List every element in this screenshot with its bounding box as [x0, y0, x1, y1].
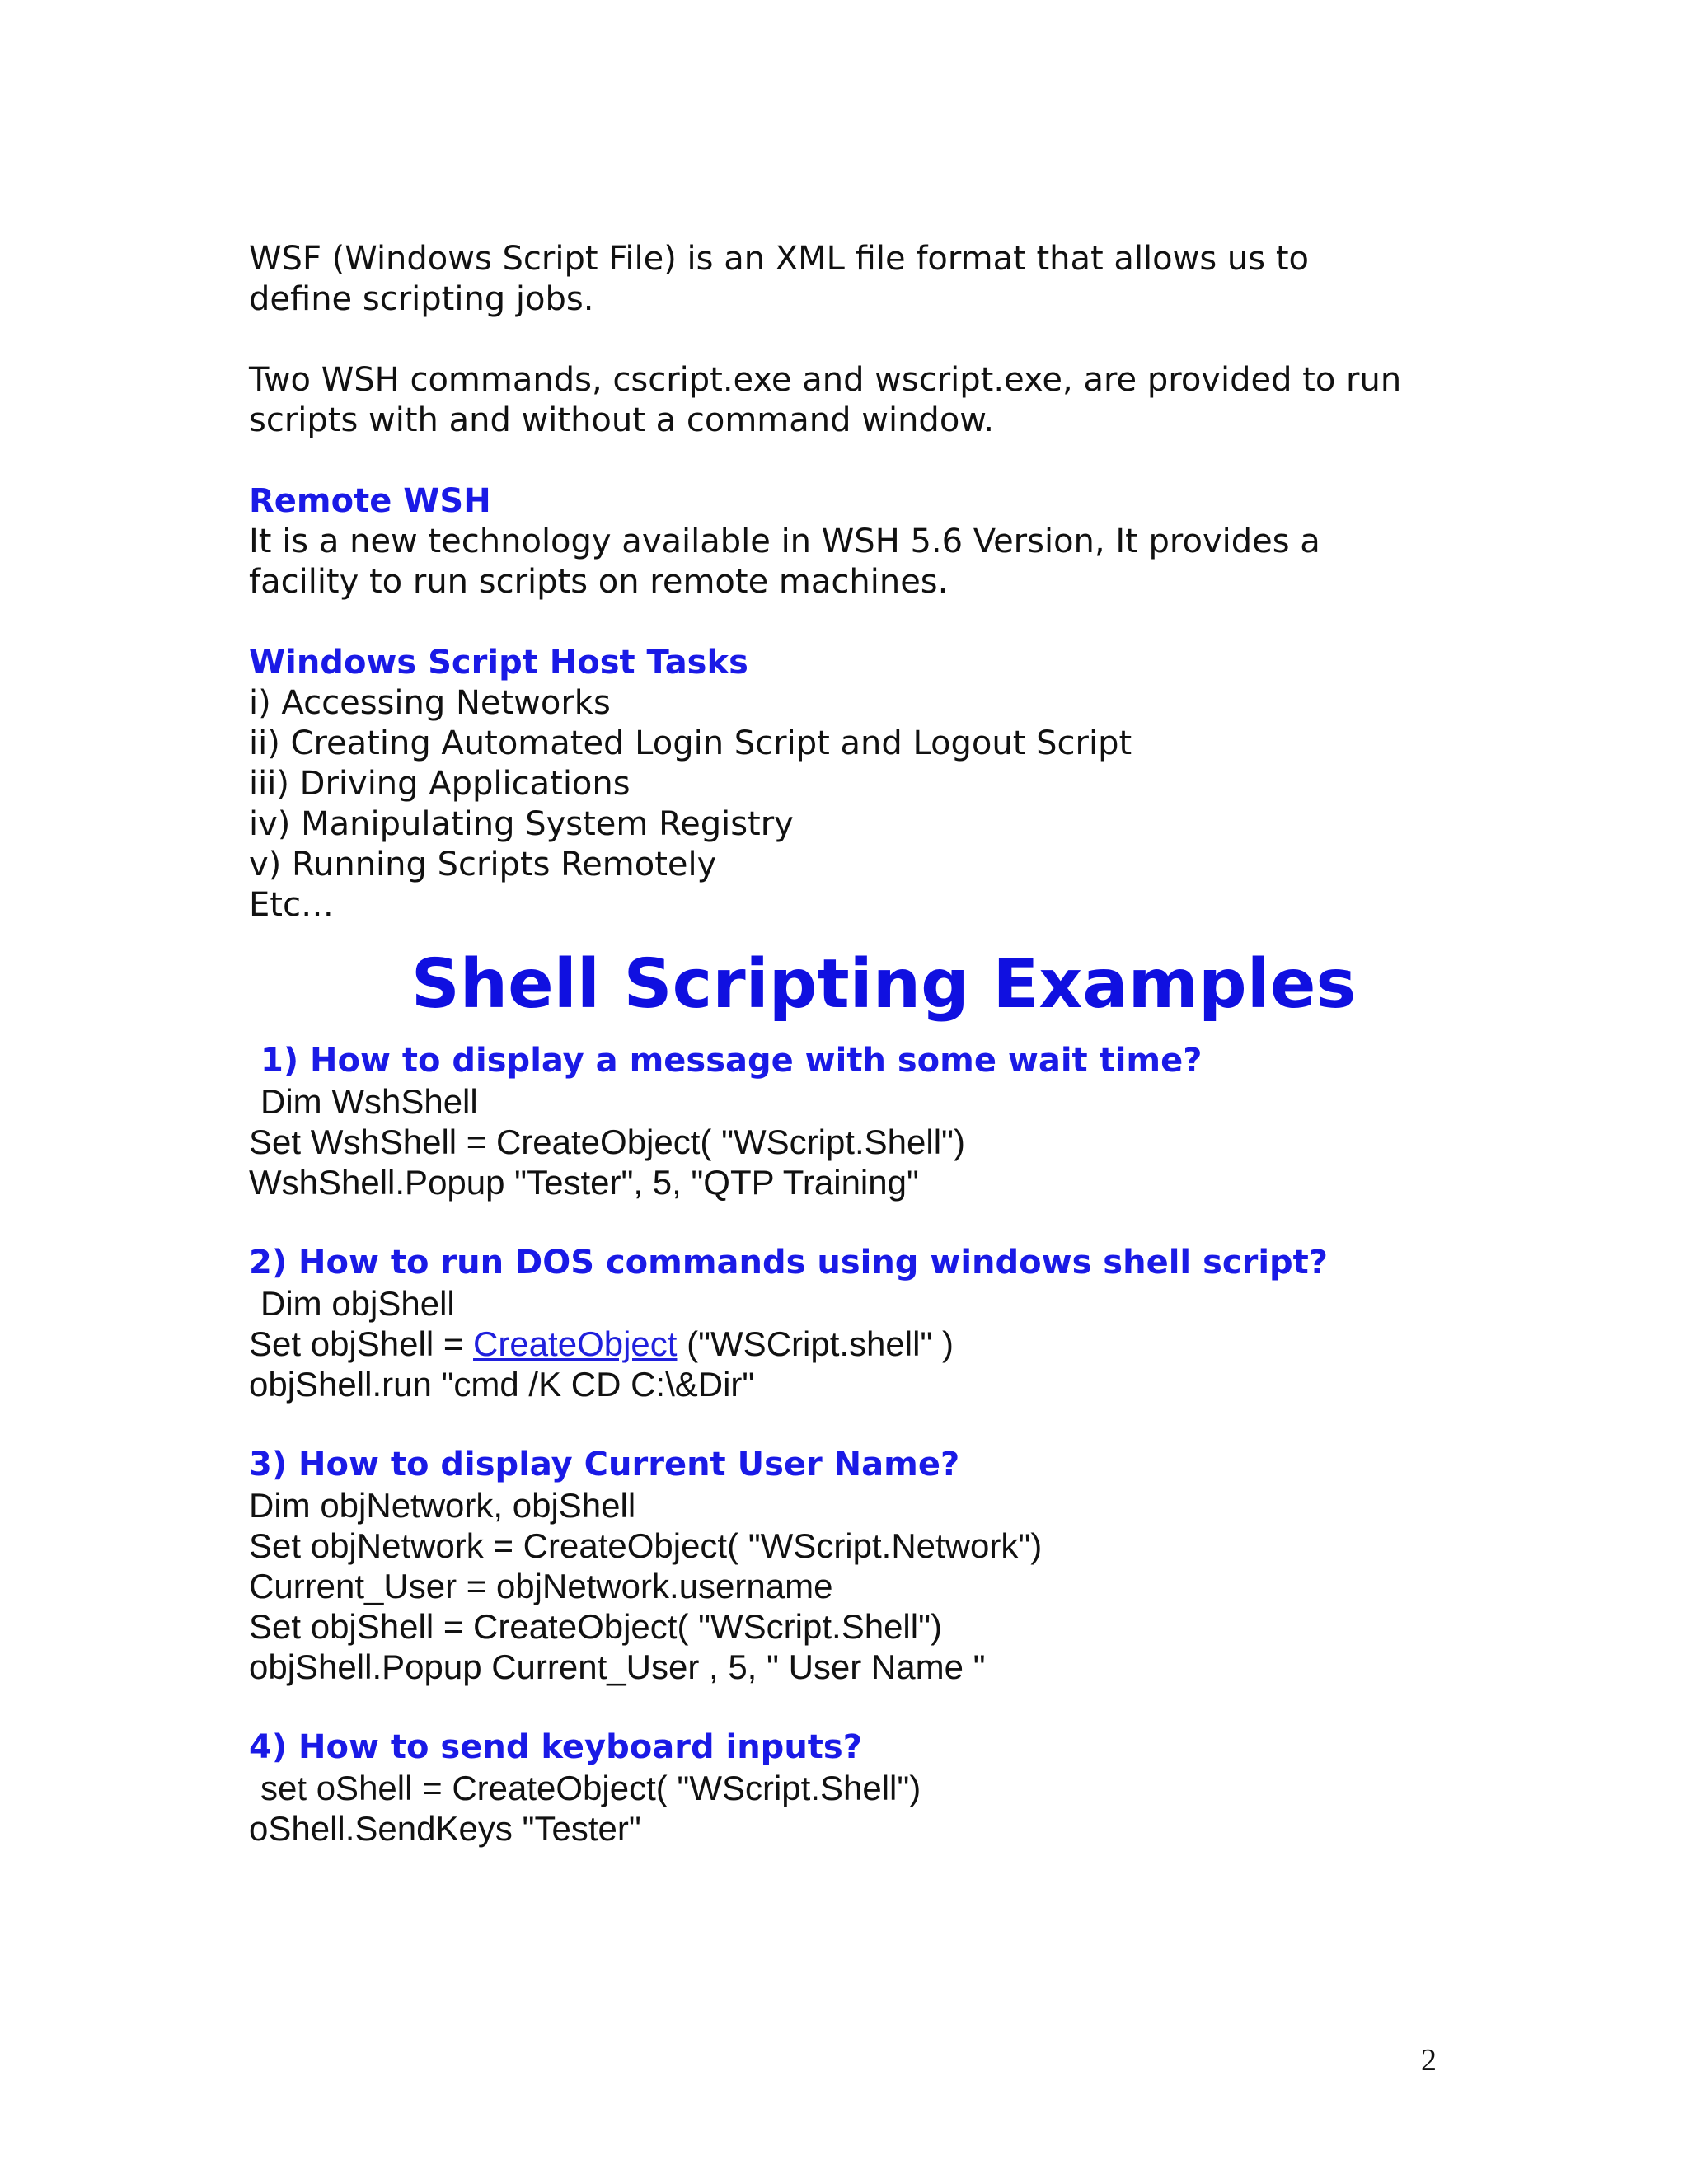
code-prefix: Set objShell =: [249, 1324, 474, 1363]
code-line: oShell.SendKeys "Tester": [249, 1809, 641, 1848]
task-item: v) Running Scripts Remotely: [249, 846, 717, 883]
example-2-question: 2) How to run DOS commands using windows shell script?: [249, 1244, 1328, 1282]
example-4-question: 4) How to send keyboard inputs?: [249, 1728, 862, 1766]
spacer: [249, 602, 1485, 643]
code-line: Set objShell = CreateObject( "WScript.Shell"): [249, 1607, 942, 1646]
task-item: iv) Manipulating System Registry: [249, 805, 794, 843]
remote-wsh-heading: Remote WSH: [249, 482, 491, 520]
wsh-tasks-heading: Windows Script Host Tasks: [249, 644, 748, 682]
example-3-question: 3) How to display Current User Name?: [249, 1446, 960, 1483]
code-line: objShell.run "cmd /K CD C:\&Dir": [249, 1365, 755, 1404]
wsf-description-line-2: define scripting jobs.: [249, 280, 594, 318]
code-line: Dim WshShell: [260, 1082, 478, 1121]
task-item: ii) Creating Automated Login Script and Logout Script: [249, 724, 1132, 762]
spacer: [249, 1202, 1485, 1243]
section-title: Shell Scripting Examples: [410, 945, 1357, 1024]
code-line: Dim objShell: [260, 1284, 455, 1323]
document-page: [249, 239, 1485, 1849]
spacer: [249, 320, 1485, 360]
task-item-etc: Etc…: [249, 886, 334, 924]
code-line-with-link: [249, 1324, 1485, 1364]
task-item: i) Accessing Networks: [249, 684, 611, 722]
code-line: Set objNetwork = CreateObject( "WScript.Network"): [249, 1526, 1043, 1565]
remote-wsh-line-2: facility to run scripts on remote machines.: [249, 563, 949, 601]
wsh-commands-line-2: scripts with and without a command window.: [249, 401, 995, 439]
task-item: iii) Driving Applications: [249, 765, 631, 803]
code-line: Current_User = objNetwork.username: [249, 1567, 833, 1605]
example-1-question: 1) How to display a message with some wait time?: [260, 1042, 1203, 1080]
spacer: [249, 1404, 1485, 1445]
code-line: objShell.Popup Current_User , 5, " User Name ": [249, 1647, 986, 1686]
wsh-commands-line-1: Two WSH commands, cscript.exe and wscript.exe, are provided to run: [249, 361, 1402, 399]
code-suffix: ("WSCript.shell" ): [677, 1324, 954, 1363]
page-number: 2: [1421, 2043, 1437, 2078]
spacer: [249, 441, 1485, 481]
code-line: Dim objNetwork, objShell: [249, 1486, 636, 1525]
createobject-link[interactable]: CreateObject: [473, 1324, 678, 1363]
remote-wsh-line-1: It is a new technology available in WSH 5.6 Version, It provides a: [249, 523, 1320, 560]
code-line: Set WshShell = CreateObject( "WScript.Shell"): [249, 1122, 965, 1161]
code-line: WshShell.Popup "Tester", 5, "QTP Training": [249, 1163, 919, 1202]
code-line: set oShell = CreateObject( "WScript.Shell"): [260, 1769, 921, 1807]
wsf-description-line-1: WSF (Windows Script File) is an XML file format that allows us to: [249, 240, 1309, 278]
spacer: [249, 1687, 1485, 1727]
